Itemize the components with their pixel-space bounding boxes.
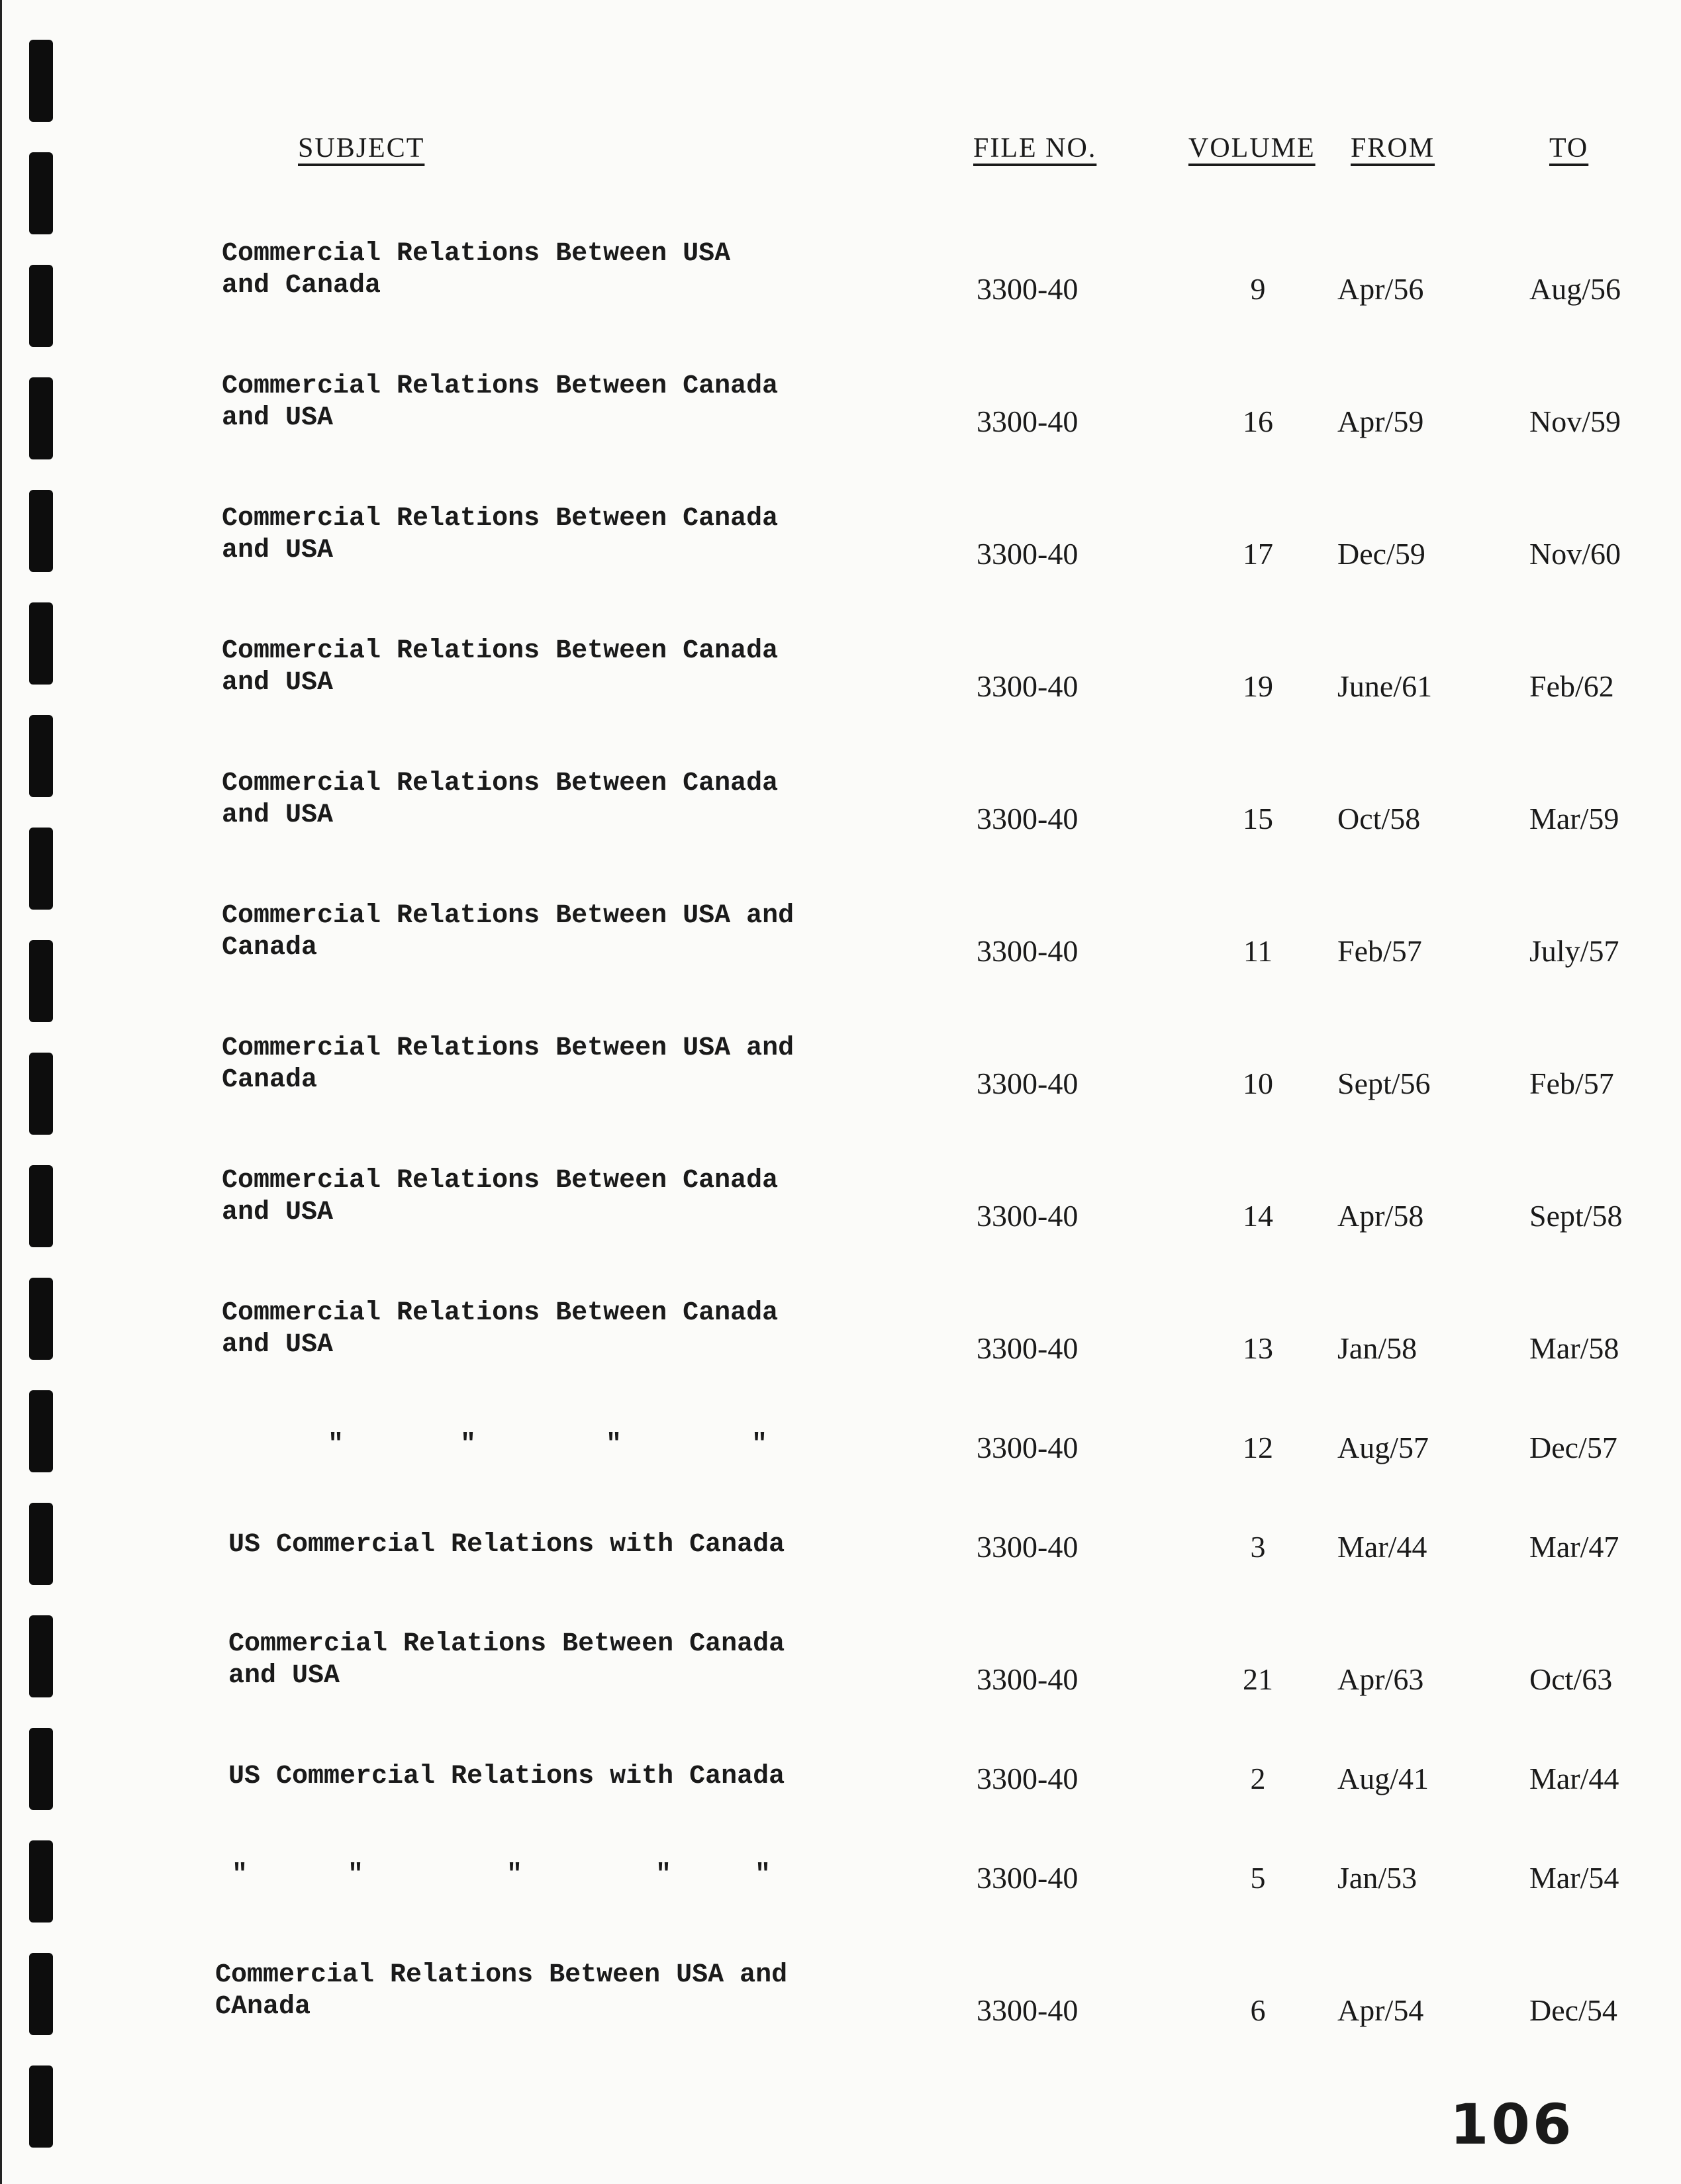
ditto-mark: " [755,1860,771,1890]
subject-line1: Commercial Relations Between USA and [222,1033,794,1063]
file-no-cell: 3300-40 [977,404,1079,438]
subject-line1: Commercial Relations Between Canada [228,1629,785,1659]
ditto-mark: " [232,1860,248,1890]
subject-line1: Commercial Relations Between Canada [222,1166,779,1196]
subject-line2: and USA [222,668,334,698]
ditto-mark: " [506,1860,523,1890]
from-cell: Jan/58 [1337,1331,1417,1365]
subject-text [215,1960,877,2023]
subject-line2: and USA [222,536,334,565]
subject-text [222,371,884,434]
from-cell: Sept/56 [1337,1067,1431,1100]
volume-cell: 12 [1243,1431,1273,1464]
volume-cell: 13 [1243,1331,1273,1365]
volume-cell: 11 [1243,934,1273,968]
punch-hole [29,377,53,459]
volume-cell: 19 [1243,669,1273,703]
punch-hole [29,715,53,797]
volume-cell: 21 [1243,1662,1273,1696]
subject-line1: Commercial Relations Between Canada [222,504,779,534]
punch-hole [29,1840,53,1923]
punch-hole [29,490,53,572]
subject-line2: CAnada [215,1992,311,2022]
to-cell: Feb/57 [1529,1067,1614,1100]
file-no-cell: 3300-40 [977,1861,1079,1895]
from-cell: Apr/63 [1337,1662,1424,1696]
to-cell: Mar/47 [1529,1530,1619,1564]
punch-hole [29,1165,53,1247]
to-cell: Mar/58 [1529,1331,1619,1365]
punch-hole [29,265,53,347]
subject-line2: Canada [222,1065,318,1095]
subject-text [222,900,884,964]
from-cell: Oct/58 [1337,802,1421,835]
punch-hole [29,1053,53,1135]
ditto-mark: " [751,1430,768,1460]
subject-line1: Commercial Relations Between Canada [222,371,779,401]
page-number: 106 [1450,2092,1574,2157]
punch-hole [29,1390,53,1472]
ditto-mark: " [348,1860,364,1890]
from-cell: June/61 [1337,669,1433,703]
subject-line2: and USA [228,1661,340,1691]
header-volume: VOLUME [1188,133,1316,164]
to-cell: Mar/59 [1529,802,1619,835]
volume-cell: 6 [1250,1993,1266,2027]
volume-cell: 3 [1250,1530,1266,1564]
to-cell: July/57 [1529,934,1619,968]
punch-hole [29,940,53,1022]
subject-line1: Commercial Relations Between Canada [222,1298,779,1328]
punch-hole [29,1278,53,1360]
punch-hole [29,1953,53,2035]
volume-cell: 15 [1243,802,1273,835]
subject-line2: and Canada [222,271,381,301]
subject-line1: Commercial Relations Between Canada [222,636,779,666]
ditto-mark: " [606,1430,622,1460]
file-no-cell: 3300-40 [977,934,1079,968]
subject-line2: and USA [222,800,334,830]
punch-hole [29,1503,53,1585]
from-cell: Apr/59 [1337,404,1424,438]
subject-text: US Commercial Relations with Canada [228,1530,785,1560]
volume-cell: 17 [1243,537,1273,571]
punch-hole [29,2065,53,2148]
file-no-cell: 3300-40 [977,1762,1079,1795]
volume-cell: 5 [1250,1861,1266,1895]
from-cell: Aug/57 [1337,1431,1429,1464]
file-no-cell: 3300-40 [977,1662,1079,1696]
punch-hole [29,1728,53,1810]
to-cell: Sept/58 [1529,1199,1623,1233]
file-no-cell: 3300-40 [977,1993,1079,2027]
file-no-cell: 3300-40 [977,802,1079,835]
to-cell: Mar/54 [1529,1861,1619,1895]
to-cell: Feb/62 [1529,669,1614,703]
to-cell: Nov/59 [1529,404,1621,438]
from-cell: Dec/59 [1337,537,1425,571]
header-from: FROM [1351,133,1435,164]
margin-line [0,0,2,2184]
subject-text [222,768,884,831]
ditto-mark: " [460,1430,477,1460]
subject-line1: Commercial Relations Between USA and [215,1960,788,1990]
to-cell: Dec/54 [1529,1993,1617,2027]
from-cell: Jan/53 [1337,1861,1417,1895]
volume-cell: 16 [1243,404,1273,438]
from-cell: Mar/44 [1337,1530,1427,1564]
header-subject: SUBJECT [298,133,425,164]
punch-hole [29,602,53,685]
to-cell: Dec/57 [1529,1431,1617,1464]
from-cell: Apr/58 [1337,1199,1424,1233]
file-no-cell: 3300-40 [977,1530,1079,1564]
file-no-cell: 3300-40 [977,1067,1079,1100]
subject-line2: and USA [222,403,334,433]
to-cell: Oct/63 [1529,1662,1613,1696]
subject-text [222,1033,884,1096]
from-cell: Apr/56 [1337,272,1424,306]
from-cell: Feb/57 [1337,934,1422,968]
ditto-mark: " [655,1860,672,1890]
volume-cell: 10 [1243,1067,1273,1100]
to-cell: Mar/44 [1529,1762,1619,1795]
punch-hole [29,828,53,910]
header-file-no: FILE NO. [973,133,1097,164]
subject-text [222,1298,884,1361]
subject-text [222,636,884,699]
subject-line1: Commercial Relations Between USA and [222,901,794,931]
from-cell: Aug/41 [1337,1762,1429,1795]
to-cell: Nov/60 [1529,537,1621,571]
punch-hole [29,40,53,122]
file-no-cell: 3300-40 [977,537,1079,571]
file-no-cell: 3300-40 [977,272,1079,306]
subject-line2: and USA [222,1198,334,1227]
punch-hole [29,152,53,234]
subject-text [222,238,884,302]
subject-line2: and USA [222,1330,334,1360]
file-no-cell: 3300-40 [977,1331,1079,1365]
subject-text: US Commercial Relations with Canada [228,1762,785,1791]
volume-cell: 2 [1250,1762,1266,1795]
subject-text [222,503,884,567]
volume-cell: 14 [1243,1199,1273,1233]
from-cell: Apr/54 [1337,1993,1424,2027]
volume-cell: 9 [1250,272,1266,306]
header-to: TO [1549,133,1589,164]
file-no-cell: 3300-40 [977,1431,1079,1464]
ditto-mark: " [328,1430,344,1460]
subject-line1: Commercial Relations Between USA [222,239,731,269]
subject-text [228,1629,890,1692]
file-no-cell: 3300-40 [977,1199,1079,1233]
file-no-cell: 3300-40 [977,669,1079,703]
subject-text [222,1165,884,1229]
to-cell: Aug/56 [1529,272,1621,306]
subject-line1: Commercial Relations Between Canada [222,769,779,798]
subject-line2: Canada [222,933,318,963]
punch-hole [29,1615,53,1697]
